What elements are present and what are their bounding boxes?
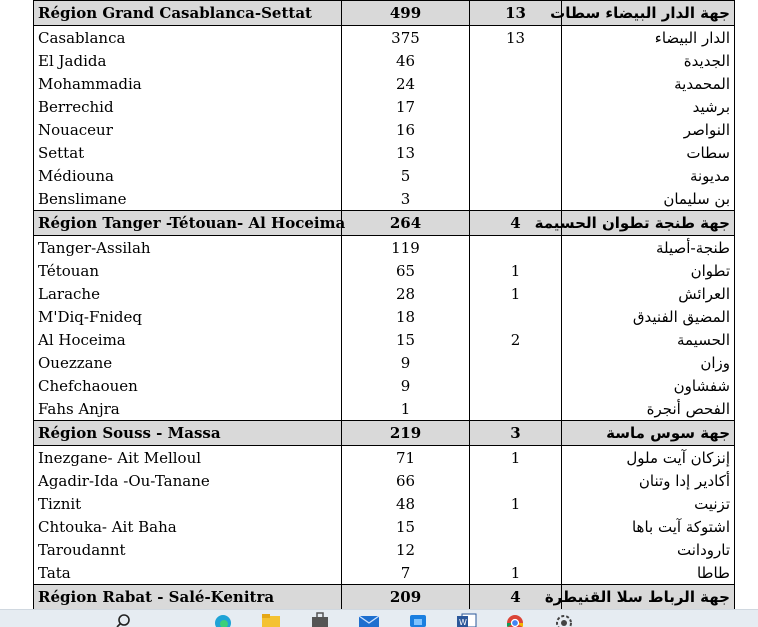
city-name-arabic: المحمدية: [562, 72, 735, 95]
city-deaths: 1: [470, 492, 562, 515]
city-row: [34, 397, 735, 421]
city-deaths: [470, 72, 562, 95]
city-row: [34, 141, 735, 164]
region-name-arabic: جهة سوس ماسة: [562, 421, 735, 446]
city-name-arabic: النواصر: [562, 118, 735, 141]
city-deaths: [470, 95, 562, 118]
city-name: Tétouan: [34, 259, 342, 282]
city-cases: 71: [342, 446, 470, 470]
city-cases: 16: [342, 118, 470, 141]
city-row: [34, 561, 735, 585]
city-deaths: [470, 397, 562, 421]
city-deaths: [470, 351, 562, 374]
region-deaths: 4: [470, 211, 562, 236]
region-deaths: 4: [470, 585, 562, 610]
city-cases: 24: [342, 72, 470, 95]
city-deaths: [470, 141, 562, 164]
city-deaths: 2: [470, 328, 562, 351]
region-header-row: [34, 1, 735, 26]
city-name: Benslimane: [34, 187, 342, 211]
city-name-arabic: تارودانت: [562, 538, 735, 561]
region-name: Région Grand Casablanca-Settat: [34, 1, 342, 26]
city-name: M'Diq-Fnideq: [34, 305, 342, 328]
region-deaths: 3: [470, 421, 562, 446]
region-cases: 209: [342, 585, 470, 610]
city-cases: 9: [342, 374, 470, 397]
city-row: [34, 72, 735, 95]
city-row: [34, 49, 735, 72]
city-cases: 66: [342, 469, 470, 492]
city-name-arabic: الفحص أنجرة: [562, 397, 735, 421]
city-deaths: 1: [470, 282, 562, 305]
city-cases: 9: [342, 351, 470, 374]
city-row: [34, 26, 735, 50]
city-deaths: 13: [470, 26, 562, 50]
city-name: Ouezzane: [34, 351, 342, 374]
city-name: Médiouna: [34, 164, 342, 187]
city-cases: 48: [342, 492, 470, 515]
city-name: El Jadida: [34, 49, 342, 72]
city-deaths: [470, 118, 562, 141]
city-deaths: [470, 49, 562, 72]
city-cases: 46: [342, 49, 470, 72]
table-body: [34, 1, 735, 610]
city-name: Casablanca: [34, 26, 342, 50]
city-cases: 17: [342, 95, 470, 118]
city-row: [34, 469, 735, 492]
city-row: [34, 282, 735, 305]
city-cases: 28: [342, 282, 470, 305]
city-deaths: [470, 236, 562, 260]
city-deaths: [470, 538, 562, 561]
region-header-row: [34, 585, 735, 610]
city-name-arabic: تزنيت: [562, 492, 735, 515]
region-header-row: [34, 421, 735, 446]
city-name-arabic: إنزكان آيت ملول: [562, 446, 735, 470]
photos-icon[interactable]: [407, 612, 429, 627]
city-name: Chtouka- Ait Baha: [34, 515, 342, 538]
mail-icon[interactable]: [358, 612, 380, 627]
city-deaths: [470, 469, 562, 492]
city-deaths: 1: [470, 259, 562, 282]
file-explorer-icon[interactable]: [260, 612, 282, 627]
region-name: Région Souss - Massa: [34, 421, 342, 446]
city-name: Nouaceur: [34, 118, 342, 141]
city-row: [34, 538, 735, 561]
region-name-arabic: جهة الرباط سلا القنيطرة: [562, 585, 735, 610]
city-name: Taroudannt: [34, 538, 342, 561]
city-cases: 7: [342, 561, 470, 585]
city-name-arabic: برشيد: [562, 95, 735, 118]
chrome-icon[interactable]: [504, 612, 526, 627]
city-row: [34, 328, 735, 351]
city-name-arabic: الحسيمة: [562, 328, 735, 351]
city-deaths: [470, 187, 562, 211]
city-deaths: 1: [470, 561, 562, 585]
city-name-arabic: المضيق الفنيدق: [562, 305, 735, 328]
city-name-arabic: طنجة-أصيلة: [562, 236, 735, 260]
region-name-arabic: جهة الدار البيضاء سطات: [562, 1, 735, 26]
city-deaths: [470, 305, 562, 328]
city-row: [34, 236, 735, 260]
region-deaths: 13: [470, 1, 562, 26]
city-row: [34, 446, 735, 470]
region-name: Région Tanger -Tétouan- Al Hoceima: [34, 211, 342, 236]
region-name: Région Rabat - Salé-Kenitra: [34, 585, 342, 610]
city-name: Mohammadia: [34, 72, 342, 95]
city-row: [34, 305, 735, 328]
city-cases: 15: [342, 515, 470, 538]
city-row: [34, 95, 735, 118]
city-name: Tiznit: [34, 492, 342, 515]
city-cases: 65: [342, 259, 470, 282]
city-cases: 375: [342, 26, 470, 50]
city-name-arabic: تطوان: [562, 259, 735, 282]
city-name-arabic: مديونة: [562, 164, 735, 187]
region-cases: 219: [342, 421, 470, 446]
city-name: Al Hoceima: [34, 328, 342, 351]
city-name: Inezgane- Ait Melloul: [34, 446, 342, 470]
word-icon[interactable]: [456, 612, 478, 627]
city-name: Fahs Anjra: [34, 397, 342, 421]
city-cases: 3: [342, 187, 470, 211]
region-name-arabic: جهة طنجة تطوان الحسيمة: [562, 211, 735, 236]
city-cases: 18: [342, 305, 470, 328]
city-name-arabic: سطات: [562, 141, 735, 164]
edge-icon[interactable]: [212, 612, 234, 627]
city-deaths: [470, 374, 562, 397]
settings-icon[interactable]: [553, 612, 575, 627]
city-name-arabic: بن سليمان: [562, 187, 735, 211]
city-name: Tata: [34, 561, 342, 585]
city-cases: 119: [342, 236, 470, 260]
city-name-arabic: اشتوكة آيت باها: [562, 515, 735, 538]
city-name: Berrechid: [34, 95, 342, 118]
city-name: Agadir-Ida -Ou-Tanane: [34, 469, 342, 492]
city-deaths: 1: [470, 446, 562, 470]
search-icon[interactable]: [114, 612, 136, 627]
city-name: Settat: [34, 141, 342, 164]
store-icon[interactable]: [309, 612, 331, 627]
city-name-arabic: الدار البيضاء: [562, 26, 735, 50]
region-cases: 499: [342, 1, 470, 26]
city-row: [34, 187, 735, 211]
city-cases: 13: [342, 141, 470, 164]
cases-by-region-table: [33, 0, 735, 610]
city-name: Tanger-Assilah: [34, 236, 342, 260]
city-name: Chefchaouen: [34, 374, 342, 397]
city-cases: 12: [342, 538, 470, 561]
city-row: [34, 515, 735, 538]
city-row: [34, 164, 735, 187]
city-cases: 5: [342, 164, 470, 187]
city-name-arabic: وزان: [562, 351, 735, 374]
city-cases: 15: [342, 328, 470, 351]
city-name: Larache: [34, 282, 342, 305]
city-row: [34, 374, 735, 397]
city-name-arabic: العرائش: [562, 282, 735, 305]
city-row: [34, 492, 735, 515]
city-name-arabic: الجديدة: [562, 49, 735, 72]
city-name-arabic: شفشاون: [562, 374, 735, 397]
city-cases: 1: [342, 397, 470, 421]
city-row: [34, 259, 735, 282]
region-cases: 264: [342, 211, 470, 236]
region-header-row: [34, 211, 735, 236]
svg-text:W: W: [459, 618, 467, 627]
windows-taskbar: [0, 609, 758, 627]
city-row: [34, 118, 735, 141]
city-name-arabic: طاطا: [562, 561, 735, 585]
city-row: [34, 351, 735, 374]
city-deaths: [470, 164, 562, 187]
city-deaths: [470, 515, 562, 538]
city-name-arabic: أكادير إدا وتنان: [562, 469, 735, 492]
